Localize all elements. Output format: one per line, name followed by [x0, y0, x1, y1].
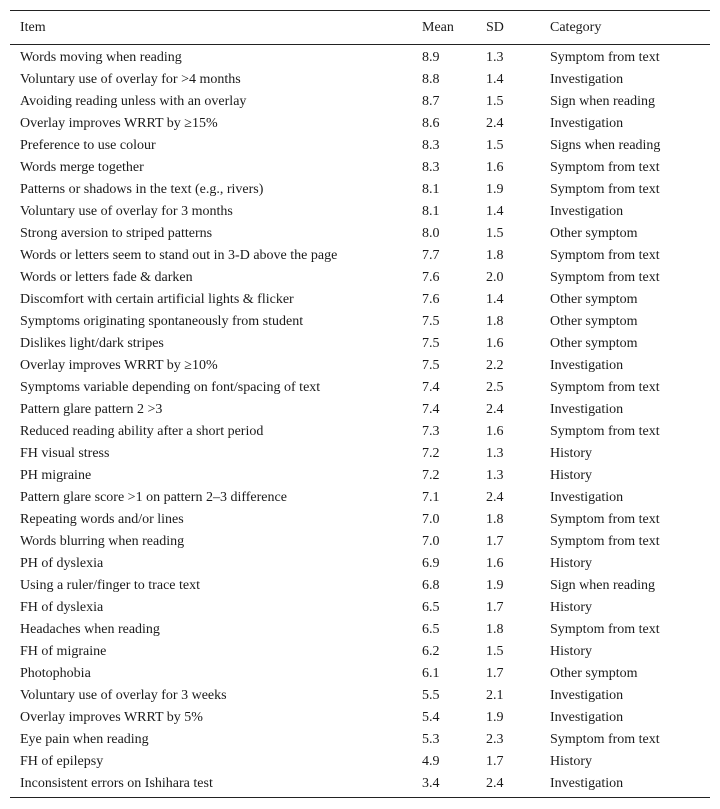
cell-mean: 8.1 [422, 204, 440, 219]
table-body [10, 45, 710, 798]
cell-item: Reduced reading ability after a short period [20, 424, 264, 439]
cell-item: Eye pain when reading [20, 732, 149, 747]
cell-sd: 1.7 [486, 534, 504, 549]
cell-sd: 1.7 [486, 754, 504, 769]
cell-mean: 7.0 [422, 534, 440, 549]
cell-mean: 8.0 [422, 226, 440, 241]
cell-item: Preference to use colour [20, 138, 156, 153]
cell-item: Strong aversion to striped patterns [20, 226, 213, 241]
table-row [10, 333, 710, 355]
cell-sd: 1.3 [486, 468, 504, 483]
cell-sd: 1.8 [486, 248, 504, 263]
cell-category: History [550, 446, 592, 461]
cell-item: Pattern glare score >1 on pattern 2–3 difference [20, 490, 287, 505]
table-row [10, 289, 710, 311]
cell-mean: 7.4 [422, 380, 440, 395]
data-table-container [10, 10, 710, 798]
cell-mean: 6.5 [422, 622, 440, 637]
table-row [10, 201, 710, 223]
table-row [10, 465, 710, 487]
cell-mean: 7.7 [422, 248, 440, 263]
cell-sd: 1.9 [486, 578, 504, 593]
cell-mean: 7.5 [422, 358, 440, 373]
cell-category: Symptom from text [550, 270, 660, 285]
table-header [10, 11, 710, 45]
table-row [10, 509, 710, 531]
cell-mean: 8.3 [422, 138, 440, 153]
table-row [10, 531, 710, 553]
cell-mean: 6.1 [422, 666, 440, 681]
cell-category: Other symptom [550, 226, 638, 241]
cell-mean: 7.6 [422, 270, 440, 285]
table-row [10, 113, 710, 135]
cell-item: FH of epilepsy [20, 754, 104, 769]
cell-category: Investigation [550, 358, 624, 373]
table-row [10, 751, 710, 773]
cell-category: Investigation [550, 72, 624, 87]
cell-sd: 1.6 [486, 556, 504, 571]
cell-sd: 1.8 [486, 512, 504, 527]
cell-sd: 2.2 [486, 358, 504, 373]
cell-item: Photophobia [20, 666, 91, 681]
cell-mean: 3.4 [422, 776, 440, 791]
cell-sd: 1.6 [486, 336, 504, 351]
cell-item: Symptoms originating spontaneously from student [20, 314, 304, 329]
cell-item: Using a ruler/finger to trace text [20, 578, 200, 593]
cell-sd: 1.5 [486, 94, 504, 109]
table-row [10, 399, 710, 421]
cell-sd: 1.8 [486, 314, 504, 329]
cell-sd: 1.5 [486, 644, 504, 659]
table-row [10, 377, 710, 399]
cell-sd: 1.6 [486, 424, 504, 439]
cell-item: Symptoms variable depending on font/spacing of text [20, 380, 321, 395]
table-row [10, 487, 710, 509]
table-row [10, 685, 710, 707]
cell-mean: 7.6 [422, 292, 440, 307]
column-header-category: Category [550, 19, 602, 35]
table-row [10, 575, 710, 597]
cell-mean: 8.9 [422, 50, 440, 65]
header-row [10, 11, 710, 45]
cell-category: Symptom from text [550, 622, 660, 637]
table-row [10, 223, 710, 245]
cell-item: Dislikes light/dark stripes [20, 336, 164, 351]
cell-item: Pattern glare pattern 2 >3 [20, 402, 163, 417]
cell-category: Symptom from text [550, 50, 660, 65]
cell-mean: 8.6 [422, 116, 440, 131]
table-row [10, 311, 710, 333]
table-row [10, 91, 710, 113]
cell-category: Investigation [550, 490, 624, 505]
cell-item: Words moving when reading [20, 50, 182, 65]
table-row [10, 553, 710, 575]
cell-category: History [550, 600, 592, 615]
cell-item: FH of dyslexia [20, 600, 104, 615]
table-row [10, 597, 710, 619]
cell-mean: 8.3 [422, 160, 440, 175]
cell-item: Inconsistent errors on Ishihara test [20, 776, 213, 791]
cell-category: Symptom from text [550, 732, 660, 747]
cell-sd: 1.8 [486, 622, 504, 637]
cell-sd: 1.6 [486, 160, 504, 175]
cell-category: Other symptom [550, 666, 638, 681]
table-row [10, 641, 710, 663]
cell-item: Overlay improves WRRT by ≥10% [20, 358, 218, 373]
cell-sd: 1.9 [486, 182, 504, 197]
cell-item: Words or letters seem to stand out in 3-D above the page [20, 248, 338, 263]
column-header-mean: Mean [422, 19, 454, 35]
cell-category: History [550, 644, 592, 659]
cell-category: Investigation [550, 776, 624, 791]
cell-item: PH of dyslexia [20, 556, 104, 571]
cell-item: Headaches when reading [20, 622, 160, 637]
cell-mean: 5.3 [422, 732, 440, 747]
cell-category: Investigation [550, 116, 624, 131]
table-row [10, 135, 710, 157]
cell-mean: 7.3 [422, 424, 440, 439]
cell-item: PH migraine [20, 468, 92, 483]
cell-category: History [550, 754, 592, 769]
cell-category: Investigation [550, 402, 624, 417]
cell-mean: 4.9 [422, 754, 440, 769]
cell-sd: 2.4 [486, 776, 504, 791]
cell-mean: 7.5 [422, 336, 440, 351]
cell-item: Repeating words and/or lines [20, 512, 184, 527]
cell-sd: 1.3 [486, 50, 504, 65]
cell-item: Voluntary use of overlay for 3 months [20, 204, 233, 219]
cell-mean: 8.7 [422, 94, 440, 109]
cell-category: Other symptom [550, 292, 638, 307]
cell-item: Words blurring when reading [20, 534, 185, 549]
cell-category: Other symptom [550, 336, 638, 351]
cell-category: Symptom from text [550, 534, 660, 549]
cell-sd: 1.5 [486, 226, 504, 241]
cell-category: Symptom from text [550, 182, 660, 197]
cell-sd: 2.4 [486, 116, 504, 131]
cell-category: Sign when reading [550, 578, 655, 593]
cell-mean: 5.4 [422, 710, 440, 725]
cell-item: Overlay improves WRRT by ≥15% [20, 116, 218, 131]
table-row [10, 421, 710, 443]
table-row [10, 355, 710, 377]
table-row [10, 69, 710, 91]
cell-item: Words or letters fade & darken [20, 270, 193, 285]
cell-mean: 8.1 [422, 182, 440, 197]
cell-mean: 6.2 [422, 644, 440, 659]
cell-mean: 6.8 [422, 578, 440, 593]
cell-item: Discomfort with certain artificial lights & flicker [20, 292, 294, 307]
cell-category: Investigation [550, 688, 624, 703]
cell-mean: 6.5 [422, 600, 440, 615]
table-row [10, 245, 710, 267]
cell-item: FH of migraine [20, 644, 107, 659]
cell-sd: 1.5 [486, 138, 504, 153]
column-header-sd: SD [486, 19, 504, 35]
cell-category: Signs when reading [550, 138, 661, 153]
table-row [10, 773, 710, 798]
cell-category: Other symptom [550, 314, 638, 329]
table-row [10, 443, 710, 465]
cell-mean: 5.5 [422, 688, 440, 703]
cell-item: Voluntary use of overlay for 3 weeks [20, 688, 227, 703]
cell-sd: 1.4 [486, 292, 504, 307]
cell-sd: 1.9 [486, 710, 504, 725]
table-row [10, 267, 710, 289]
data-table [10, 10, 710, 798]
cell-category: History [550, 468, 592, 483]
cell-sd: 2.3 [486, 732, 504, 747]
cell-sd: 2.5 [486, 380, 504, 395]
cell-sd: 1.3 [486, 446, 504, 461]
cell-category: Symptom from text [550, 380, 660, 395]
cell-category: Investigation [550, 710, 624, 725]
cell-mean: 7.4 [422, 402, 440, 417]
table-row [10, 179, 710, 201]
table-row [10, 707, 710, 729]
cell-item: Avoiding reading unless with an overlay [20, 94, 247, 109]
cell-sd: 2.1 [486, 688, 504, 703]
table-row [10, 663, 710, 685]
cell-sd: 1.7 [486, 600, 504, 615]
cell-mean: 7.2 [422, 446, 440, 461]
cell-item: Overlay improves WRRT by 5% [20, 710, 203, 725]
cell-category: Symptom from text [550, 424, 660, 439]
cell-category: Symptom from text [550, 512, 660, 527]
cell-item: Patterns or shadows in the text (e.g., rivers) [20, 182, 264, 197]
cell-sd: 1.7 [486, 666, 504, 681]
cell-mean: 8.8 [422, 72, 440, 87]
cell-mean: 7.5 [422, 314, 440, 329]
cell-mean: 6.9 [422, 556, 440, 571]
table-row [10, 729, 710, 751]
cell-item: Voluntary use of overlay for >4 months [20, 72, 241, 87]
column-header-item: Item [20, 19, 46, 35]
cell-mean: 7.0 [422, 512, 440, 527]
cell-sd: 1.4 [486, 72, 504, 87]
cell-category: Investigation [550, 204, 624, 219]
cell-sd: 2.0 [486, 270, 504, 285]
cell-item: FH visual stress [20, 446, 110, 461]
table-row [10, 157, 710, 179]
cell-item: Words merge together [20, 160, 144, 175]
cell-category: Symptom from text [550, 248, 660, 263]
cell-sd: 2.4 [486, 490, 504, 505]
cell-sd: 2.4 [486, 402, 504, 417]
cell-category: Sign when reading [550, 94, 655, 109]
cell-sd: 1.4 [486, 204, 504, 219]
cell-mean: 7.2 [422, 468, 440, 483]
cell-mean: 7.1 [422, 490, 440, 505]
cell-category: Symptom from text [550, 160, 660, 175]
table-row [10, 619, 710, 641]
cell-category: History [550, 556, 592, 571]
table-row [10, 45, 710, 70]
